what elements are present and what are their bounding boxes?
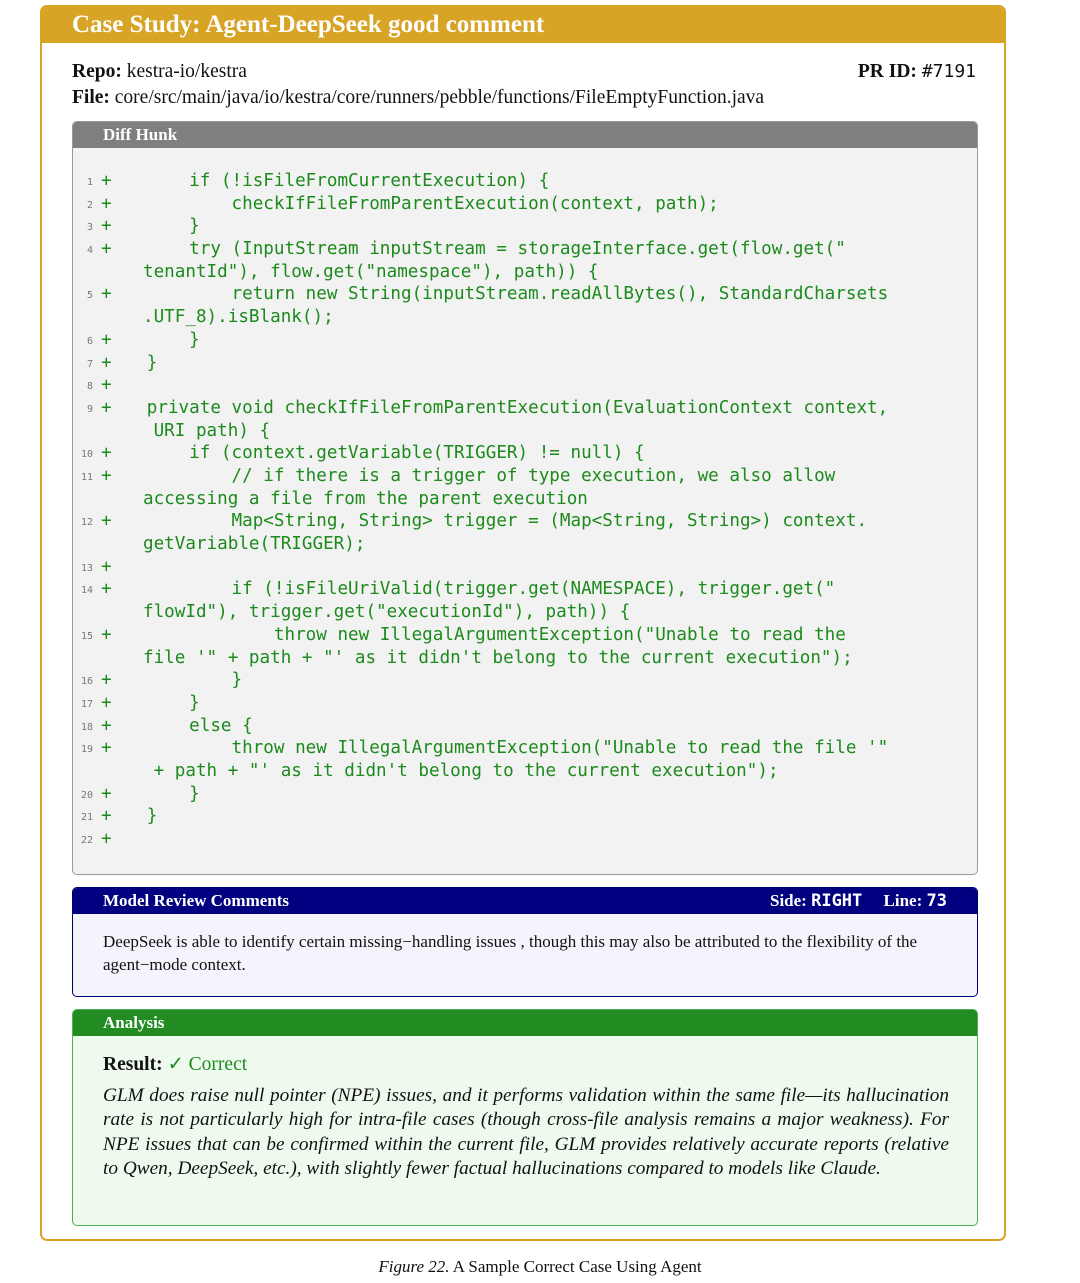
line-number: 19 — [80, 744, 93, 756]
diff-added-marker: + — [101, 443, 112, 464]
diff-hunk-panel — [72, 121, 978, 875]
diff-added-marker: + — [101, 193, 112, 214]
diff-added-marker: + — [101, 375, 112, 396]
code-text: if (context.getVariable(TRIGGER) != null) { — [115, 443, 645, 464]
code-text: } — [115, 352, 158, 373]
line-number: 3 — [86, 222, 93, 234]
diff-added-marker: + — [101, 329, 112, 350]
diff-added-marker: + — [101, 284, 112, 305]
code-text: } — [115, 329, 200, 350]
code-text: if (!isFileFromCurrentExecution) { — [115, 171, 550, 191]
diff-added-marker: + — [101, 624, 112, 645]
diff-line — [73, 715, 977, 738]
check-icon: ✓ — [167, 1054, 184, 1075]
line-number: 16 — [80, 676, 93, 688]
diff-line — [73, 329, 977, 352]
code-text-continuation: URI path) { — [143, 420, 271, 441]
diff-line — [73, 828, 977, 851]
diff-line — [73, 465, 977, 510]
diff-added-marker: + — [101, 806, 112, 827]
diff-added-marker: + — [101, 829, 112, 850]
diff-line — [73, 578, 977, 623]
line-value: 73 — [926, 891, 947, 911]
line-number: 12 — [80, 517, 93, 529]
diff-line — [73, 556, 977, 579]
line-label: Line: — [883, 891, 923, 910]
line-number: 10 — [80, 449, 93, 461]
file-path: core/src/main/java/io/kestra/core/runners/pebble/functions/FileEmptyFunction.java — [114, 87, 765, 108]
diff-line — [73, 283, 977, 328]
code-text: } — [115, 692, 200, 713]
review-comments-panel — [72, 887, 978, 997]
code-text: if (!isFileUriValid(trigger.get(NAMESPACE), trigger.get(" — [115, 579, 836, 600]
line-number: 13 — [80, 562, 93, 574]
side-label: Side: — [770, 891, 807, 910]
diff-code-block — [73, 148, 977, 851]
case-meta — [72, 59, 976, 111]
code-text: throw new IllegalArgumentException("Unable to read the — [115, 624, 846, 645]
diff-line — [73, 510, 977, 555]
diff-added-marker: + — [101, 692, 112, 713]
line-number: 14 — [80, 585, 93, 597]
result-label: Result: — [103, 1054, 163, 1075]
diff-line — [73, 624, 977, 669]
diff-added-marker: + — [101, 239, 112, 260]
code-text: } — [115, 216, 200, 237]
pr-id-line — [858, 59, 976, 85]
diff-line — [73, 215, 977, 238]
line-number: 2 — [86, 199, 93, 211]
line-number: 5 — [86, 290, 93, 302]
code-text-continuation: getVariable(TRIGGER); — [143, 534, 366, 555]
code-text-continuation: tenantId"), flow.get("namespace"), path)) { — [143, 261, 599, 282]
diff-added-marker: + — [101, 465, 112, 486]
diff-line — [73, 193, 977, 216]
line-number: 15 — [80, 630, 93, 642]
file-line — [72, 85, 976, 111]
code-text: throw new IllegalArgumentException("Unable to read the file '" — [115, 738, 889, 759]
diff-added-marker: + — [101, 216, 112, 237]
diff-added-marker: + — [101, 556, 112, 577]
analysis-header: Analysis — [73, 1010, 977, 1036]
analysis-panel — [72, 1009, 978, 1226]
line-number: 11 — [80, 471, 93, 483]
line-number: 9 — [86, 403, 93, 415]
code-text-continuation: flowId"), trigger.get("executionId"), path)) { — [143, 602, 631, 623]
diff-line — [73, 669, 977, 692]
repo-value: kestra-io/kestra — [126, 61, 247, 82]
diff-added-marker: + — [101, 738, 112, 759]
figure-label: Figure 22. — [378, 1257, 450, 1276]
result-value: Correct — [188, 1054, 248, 1075]
line-number: 6 — [86, 335, 93, 347]
diff-line — [73, 442, 977, 465]
code-text: try (InputStream inputStream = storageInterface.get(flow.get(" — [115, 239, 846, 260]
diff-line — [73, 170, 977, 193]
code-text: } — [115, 670, 243, 691]
code-text: return new String(inputStream.readAllBytes(), StandardCharsets — [115, 284, 889, 305]
repo-label: Repo: — [72, 61, 122, 82]
code-text: } — [115, 806, 158, 827]
diff-added-marker: + — [101, 511, 112, 532]
side-value: RIGHT — [811, 891, 863, 911]
line-number: 4 — [86, 245, 93, 257]
review-comment-text: DeepSeek is able to identify certain missing−handling issues , though this may also be attributed to the flexibility of the agent−mode context. — [103, 932, 918, 974]
line-number: 22 — [80, 835, 93, 847]
diff-added-marker: + — [101, 670, 112, 691]
case-title: Case Study: Agent-DeepSeek good comment — [42, 7, 1004, 43]
diff-added-marker: + — [101, 352, 112, 373]
result-line — [73, 1036, 977, 1076]
diff-hunk-header: Diff Hunk — [73, 122, 977, 148]
pr-label: PR ID: — [857, 61, 917, 82]
pr-id-value: #7191 — [921, 61, 976, 82]
code-text-continuation: accessing a file from the parent execution — [143, 488, 588, 509]
diff-line — [73, 737, 977, 782]
diff-added-marker: + — [101, 783, 112, 804]
analysis-text: GLM does raise null pointer (NPE) issues, and it performs validation within the same file—its hallucination rate is not particularly high for intra-file cases (though cross-file analysis remains a major weakness). For NPE issues that can be confirmed within the current file, GLM provides relatively accurate reports (relative to Qwen, DeepSeek, etc.), with slightly fewer factual hallucinations compared to models like Claude. — [103, 1085, 949, 1180]
line-number: 20 — [80, 789, 93, 801]
diff-line — [73, 805, 977, 828]
diff-added-marker: + — [101, 715, 112, 736]
code-text: private void checkIfFileFromParentExecution(EvaluationContext context, — [115, 397, 889, 418]
code-text-continuation: .UTF_8).isBlank(); — [143, 307, 334, 328]
code-text: checkIfFileFromParentExecution(context, path); — [115, 193, 719, 214]
diff-line — [73, 374, 977, 397]
line-number: 8 — [86, 381, 93, 393]
figure-caption-text: A Sample Correct Case Using Agent — [449, 1257, 702, 1276]
diff-line — [73, 238, 977, 283]
diff-line — [73, 397, 977, 442]
review-comments-header — [73, 888, 977, 914]
file-label: File: — [72, 87, 110, 108]
review-location — [770, 888, 947, 914]
line-number: 18 — [80, 721, 93, 733]
figure-caption — [0, 1257, 1080, 1277]
case-study-box — [40, 5, 1006, 1241]
code-text-continuation: + path + "' as it didn't belong to the current execution"); — [143, 760, 779, 781]
diff-line — [73, 352, 977, 375]
diff-added-marker: + — [101, 397, 112, 418]
line-number: 17 — [80, 698, 93, 710]
line-number: 7 — [86, 358, 93, 370]
diff-added-marker: + — [101, 579, 112, 600]
code-text: else { — [115, 715, 253, 736]
code-text: // if there is a trigger of type execution, we also allow — [115, 465, 836, 486]
review-comments-title: Model Review Comments — [103, 891, 290, 910]
repo-line — [72, 59, 976, 85]
line-number: 1 — [86, 177, 93, 188]
code-text-continuation: file '" + path + "' as it didn't belong to the current execution"); — [143, 647, 853, 668]
code-text: Map<String, String> trigger = (Map<String, String>) context. — [115, 511, 868, 532]
diff-line — [73, 692, 977, 715]
diff-added-marker: + — [101, 171, 112, 191]
line-number: 21 — [80, 812, 93, 824]
code-text: } — [115, 783, 200, 804]
diff-line — [73, 783, 977, 806]
